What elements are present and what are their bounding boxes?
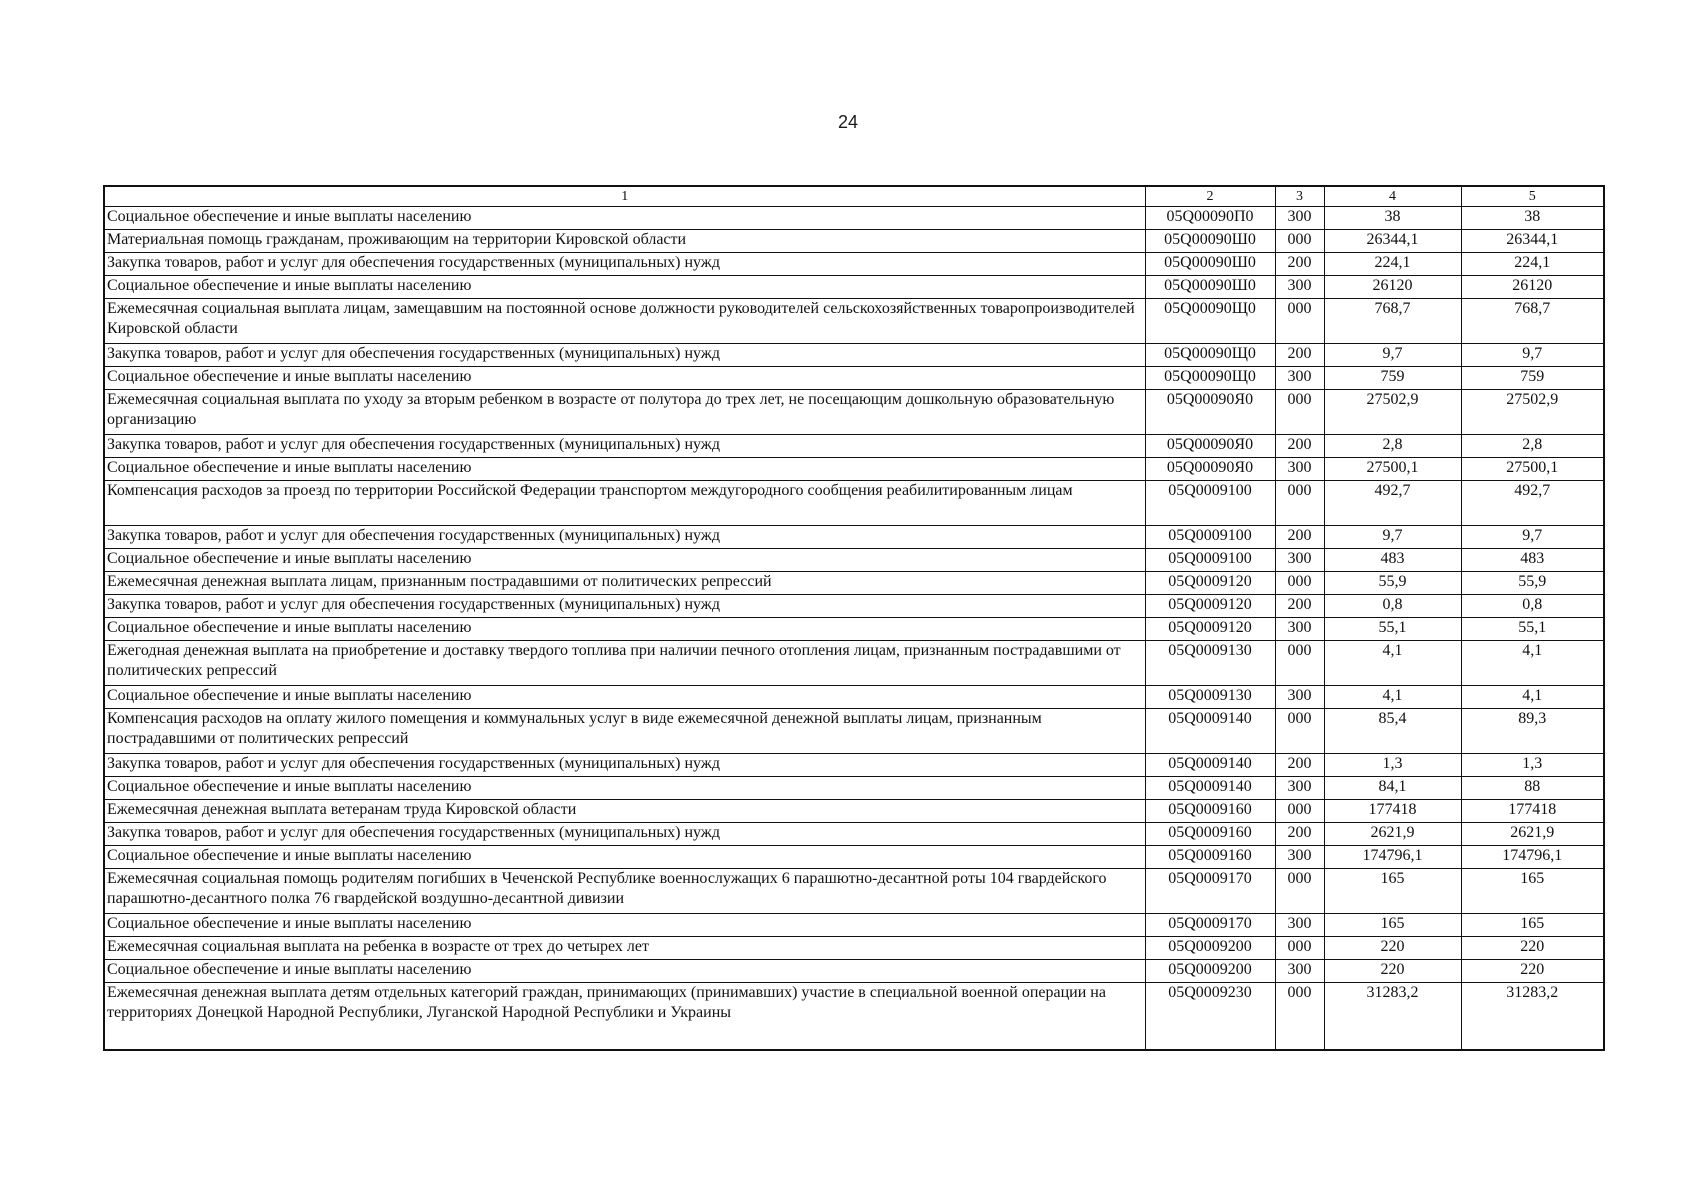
expense-name-cell: Ежемесячная социальная выплата по уходу за вторым ребенком в возрасте от полутора до трех лет, не посещающим дошкольную образовательную организацию — [104, 390, 1145, 435]
target-code-cell: 05Q00090Я0 — [1145, 390, 1275, 435]
amount-col5-cell: 9,7 — [1461, 344, 1604, 367]
expense-type-cell: 300 — [1275, 618, 1324, 641]
amount-col4-cell: 220 — [1324, 937, 1461, 960]
target-code-cell: 05Q0009170 — [1145, 869, 1275, 914]
expense-type-cell: 300 — [1275, 549, 1324, 572]
amount-col5-cell: 220 — [1461, 960, 1604, 983]
table-row — [104, 686, 1604, 709]
amount-col4-cell: 26344,1 — [1324, 230, 1461, 253]
column-header-2: 2 — [1145, 186, 1275, 207]
expense-type-cell: 200 — [1275, 595, 1324, 618]
target-code-cell: 05Q0009230 — [1145, 983, 1275, 1051]
table-row — [104, 869, 1604, 914]
table-row — [104, 253, 1604, 276]
amount-col5-cell: 165 — [1461, 869, 1604, 914]
amount-col5-cell: 220 — [1461, 937, 1604, 960]
amount-col4-cell: 27502,9 — [1324, 390, 1461, 435]
expense-type-cell: 000 — [1275, 390, 1324, 435]
amount-col4-cell: 768,7 — [1324, 299, 1461, 344]
expense-name-cell: Закупка товаров, работ и услуг для обеспечения государственных (муниципальных) нужд — [104, 344, 1145, 367]
column-header-5: 5 — [1461, 186, 1604, 207]
amount-col4-cell: 55,1 — [1324, 618, 1461, 641]
amount-col5-cell: 27500,1 — [1461, 458, 1604, 481]
table-row — [104, 230, 1604, 253]
table-row — [104, 276, 1604, 299]
target-code-cell: 05Q00090Я0 — [1145, 435, 1275, 458]
expense-name-cell: Компенсация расходов за проезд по территории Российской Федерации транспортом междугородного сообщения реабилитированным лицам — [104, 481, 1145, 526]
expense-name-cell: Закупка товаров, работ и услуг для обеспечения государственных (муниципальных) нужд — [104, 754, 1145, 777]
expense-name-cell: Социальное обеспечение и иные выплаты населению — [104, 549, 1145, 572]
table-row — [104, 983, 1604, 1051]
expense-type-cell: 200 — [1275, 435, 1324, 458]
table-row — [104, 481, 1604, 526]
amount-col4-cell: 165 — [1324, 914, 1461, 937]
table-row — [104, 458, 1604, 481]
amount-col4-cell: 9,7 — [1324, 344, 1461, 367]
table-row — [104, 572, 1604, 595]
target-code-cell: 05Q0009120 — [1145, 618, 1275, 641]
amount-col4-cell: 38 — [1324, 207, 1461, 230]
expense-type-cell: 000 — [1275, 983, 1324, 1051]
expense-name-cell: Закупка товаров, работ и услуг для обеспечения государственных (муниципальных) нужд — [104, 253, 1145, 276]
amount-col5-cell: 177418 — [1461, 800, 1604, 823]
amount-col5-cell: 4,1 — [1461, 641, 1604, 686]
table-row — [104, 777, 1604, 800]
amount-col4-cell: 2621,9 — [1324, 823, 1461, 846]
table-row — [104, 937, 1604, 960]
expense-type-cell: 200 — [1275, 754, 1324, 777]
target-code-cell: 05Q0009160 — [1145, 823, 1275, 846]
expense-name-cell: Ежемесячная социальная выплата на ребенка в возрасте от трех до четырех лет — [104, 937, 1145, 960]
page-number: 24 — [837, 112, 859, 132]
column-header-4: 4 — [1324, 186, 1461, 207]
budget-table — [103, 185, 1605, 1051]
amount-col4-cell: 2,8 — [1324, 435, 1461, 458]
amount-col5-cell: 38 — [1461, 207, 1604, 230]
table-row — [104, 435, 1604, 458]
table-header-row — [104, 186, 1604, 207]
expense-type-cell: 300 — [1275, 777, 1324, 800]
expense-type-cell: 300 — [1275, 960, 1324, 983]
amount-col5-cell: 1,3 — [1461, 754, 1604, 777]
target-code-cell: 05Q00090Ш0 — [1145, 253, 1275, 276]
table-row — [104, 618, 1604, 641]
target-code-cell: 05Q0009120 — [1145, 595, 1275, 618]
target-code-cell: 05Q0009100 — [1145, 549, 1275, 572]
amount-col4-cell: 55,9 — [1324, 572, 1461, 595]
target-code-cell: 05Q0009170 — [1145, 914, 1275, 937]
expense-name-cell: Социальное обеспечение и иные выплаты населению — [104, 458, 1145, 481]
amount-col4-cell: 0,8 — [1324, 595, 1461, 618]
target-code-cell: 05Q00090Ш0 — [1145, 230, 1275, 253]
amount-col4-cell: 31283,2 — [1324, 983, 1461, 1051]
amount-col5-cell: 88 — [1461, 777, 1604, 800]
amount-col5-cell: 4,1 — [1461, 686, 1604, 709]
target-code-cell: 05Q0009140 — [1145, 709, 1275, 754]
expense-name-cell: Закупка товаров, работ и услуг для обеспечения государственных (муниципальных) нужд — [104, 435, 1145, 458]
expense-name-cell: Социальное обеспечение и иные выплаты населению — [104, 777, 1145, 800]
expense-name-cell: Закупка товаров, работ и услуг для обеспечения государственных (муниципальных) нужд — [104, 823, 1145, 846]
amount-col4-cell: 4,1 — [1324, 641, 1461, 686]
target-code-cell: 05Q0009130 — [1145, 641, 1275, 686]
target-code-cell: 05Q0009100 — [1145, 481, 1275, 526]
amount-col5-cell: 492,7 — [1461, 481, 1604, 526]
table-row — [104, 299, 1604, 344]
table-row — [104, 709, 1604, 754]
amount-col5-cell: 483 — [1461, 549, 1604, 572]
amount-col5-cell: 768,7 — [1461, 299, 1604, 344]
table-row — [104, 549, 1604, 572]
amount-col5-cell: 26120 — [1461, 276, 1604, 299]
target-code-cell: 05Q0009120 — [1145, 572, 1275, 595]
amount-col4-cell: 27500,1 — [1324, 458, 1461, 481]
target-code-cell: 05Q0009200 — [1145, 960, 1275, 983]
amount-col4-cell: 84,1 — [1324, 777, 1461, 800]
expense-type-cell: 300 — [1275, 207, 1324, 230]
expense-type-cell: 000 — [1275, 869, 1324, 914]
expense-type-cell: 200 — [1275, 526, 1324, 549]
target-code-cell: 05Q00090Щ0 — [1145, 344, 1275, 367]
expense-type-cell: 000 — [1275, 299, 1324, 344]
table-row — [104, 800, 1604, 823]
target-code-cell: 05Q0009160 — [1145, 800, 1275, 823]
expense-type-cell: 300 — [1275, 458, 1324, 481]
amount-col5-cell: 55,1 — [1461, 618, 1604, 641]
table-body — [104, 207, 1604, 1051]
expense-name-cell: Социальное обеспечение и иные выплаты населению — [104, 686, 1145, 709]
target-code-cell: 05Q00090П0 — [1145, 207, 1275, 230]
amount-col4-cell: 174796,1 — [1324, 846, 1461, 869]
table-row — [104, 207, 1604, 230]
expense-type-cell: 200 — [1275, 823, 1324, 846]
amount-col4-cell: 220 — [1324, 960, 1461, 983]
expense-type-cell: 200 — [1275, 344, 1324, 367]
expense-type-cell: 000 — [1275, 641, 1324, 686]
table-row — [104, 595, 1604, 618]
column-header-3: 3 — [1275, 186, 1324, 207]
amount-col5-cell: 0,8 — [1461, 595, 1604, 618]
amount-col5-cell: 9,7 — [1461, 526, 1604, 549]
amount-col4-cell: 4,1 — [1324, 686, 1461, 709]
table-row — [104, 914, 1604, 937]
expense-name-cell: Социальное обеспечение и иные выплаты населению — [104, 367, 1145, 390]
amount-col4-cell: 177418 — [1324, 800, 1461, 823]
expense-name-cell: Компенсация расходов на оплату жилого помещения и коммунальных услуг в виде ежемесячной денежной выплаты лицам, признанным пострадавшими от политических репрессий — [104, 709, 1145, 754]
table-row — [104, 754, 1604, 777]
table-row — [104, 960, 1604, 983]
expense-name-cell: Социальное обеспечение и иные выплаты населению — [104, 207, 1145, 230]
expense-type-cell: 300 — [1275, 914, 1324, 937]
target-code-cell: 05Q0009160 — [1145, 846, 1275, 869]
expense-name-cell: Закупка товаров, работ и услуг для обеспечения государственных (муниципальных) нужд — [104, 526, 1145, 549]
target-code-cell: 05Q0009140 — [1145, 754, 1275, 777]
target-code-cell: 05Q00090Ш0 — [1145, 276, 1275, 299]
expense-name-cell: Социальное обеспечение и иные выплаты населению — [104, 846, 1145, 869]
expense-type-cell: 000 — [1275, 572, 1324, 595]
amount-col5-cell: 165 — [1461, 914, 1604, 937]
expense-type-cell: 000 — [1275, 230, 1324, 253]
target-code-cell: 05Q0009100 — [1145, 526, 1275, 549]
expense-type-cell: 000 — [1275, 709, 1324, 754]
expense-name-cell: Социальное обеспечение и иные выплаты населению — [104, 276, 1145, 299]
amount-col4-cell: 9,7 — [1324, 526, 1461, 549]
amount-col4-cell: 483 — [1324, 549, 1461, 572]
expense-name-cell: Ежемесячная денежная выплата ветеранам труда Кировской области — [104, 800, 1145, 823]
table-row — [104, 846, 1604, 869]
expense-name-cell: Социальное обеспечение и иные выплаты населению — [104, 960, 1145, 983]
expense-name-cell: Ежемесячная денежная выплата лицам, признанным пострадавшими от политических репрессий — [104, 572, 1145, 595]
table-row — [104, 526, 1604, 549]
amount-col4-cell: 1,3 — [1324, 754, 1461, 777]
expense-type-cell: 300 — [1275, 367, 1324, 390]
table-row — [104, 823, 1604, 846]
target-code-cell: 05Q00090Я0 — [1145, 458, 1275, 481]
table-row — [104, 390, 1604, 435]
expense-type-cell: 000 — [1275, 481, 1324, 526]
amount-col5-cell: 31283,2 — [1461, 983, 1604, 1051]
amount-col4-cell: 492,7 — [1324, 481, 1461, 526]
expense-name-cell: Социальное обеспечение и иные выплаты населению — [104, 618, 1145, 641]
expense-name-cell: Ежемесячная социальная помощь родителям погибших в Чеченской Республике военнослужащих 6 парашютно-десантной роты 104 гвардейского парашютно-десантного полка 76 гвардейской воздушно-десантной дивизии — [104, 869, 1145, 914]
expense-name-cell: Закупка товаров, работ и услуг для обеспечения государственных (муниципальных) нужд — [104, 595, 1145, 618]
amount-col4-cell: 26120 — [1324, 276, 1461, 299]
target-code-cell: 05Q0009200 — [1145, 937, 1275, 960]
amount-col5-cell: 27502,9 — [1461, 390, 1604, 435]
column-header-1: 1 — [104, 186, 1145, 207]
amount-col5-cell: 759 — [1461, 367, 1604, 390]
amount-col4-cell: 224,1 — [1324, 253, 1461, 276]
table-row — [104, 641, 1604, 686]
expense-name-cell: Материальная помощь гражданам, проживающим на территории Кировской области — [104, 230, 1145, 253]
expense-name-cell: Ежегодная денежная выплата на приобретение и доставку твердого топлива при наличии печного отопления лицам, признанным пострадавшими от политических репрессий — [104, 641, 1145, 686]
target-code-cell: 05Q0009130 — [1145, 686, 1275, 709]
target-code-cell: 05Q00090Щ0 — [1145, 299, 1275, 344]
amount-col5-cell: 89,3 — [1461, 709, 1604, 754]
expense-type-cell: 000 — [1275, 937, 1324, 960]
expense-type-cell: 300 — [1275, 686, 1324, 709]
expense-type-cell: 000 — [1275, 800, 1324, 823]
expense-name-cell: Ежемесячная социальная выплата лицам, замещавшим на постоянной основе должности руководителей сельскохозяйственных товаропроизводителей Кировской области — [104, 299, 1145, 344]
table-row — [104, 367, 1604, 390]
expense-name-cell: Социальное обеспечение и иные выплаты населению — [104, 914, 1145, 937]
target-code-cell: 05Q00090Щ0 — [1145, 367, 1275, 390]
amount-col5-cell: 2,8 — [1461, 435, 1604, 458]
amount-col4-cell: 759 — [1324, 367, 1461, 390]
amount-col5-cell: 2621,9 — [1461, 823, 1604, 846]
expense-type-cell: 200 — [1275, 253, 1324, 276]
amount-col4-cell: 85,4 — [1324, 709, 1461, 754]
table-row — [104, 344, 1604, 367]
amount-col5-cell: 174796,1 — [1461, 846, 1604, 869]
expense-type-cell: 300 — [1275, 276, 1324, 299]
target-code-cell: 05Q0009140 — [1145, 777, 1275, 800]
amount-col4-cell: 165 — [1324, 869, 1461, 914]
amount-col5-cell: 224,1 — [1461, 253, 1604, 276]
expense-name-cell: Ежемесячная денежная выплата детям отдельных категорий граждан, принимающих (принимавших) участие в специальной военной операции на территориях Донецкой Народной Республики, Луганской Народной Республики и Украины — [104, 983, 1145, 1051]
expense-type-cell: 300 — [1275, 846, 1324, 869]
amount-col5-cell: 55,9 — [1461, 572, 1604, 595]
amount-col5-cell: 26344,1 — [1461, 230, 1604, 253]
